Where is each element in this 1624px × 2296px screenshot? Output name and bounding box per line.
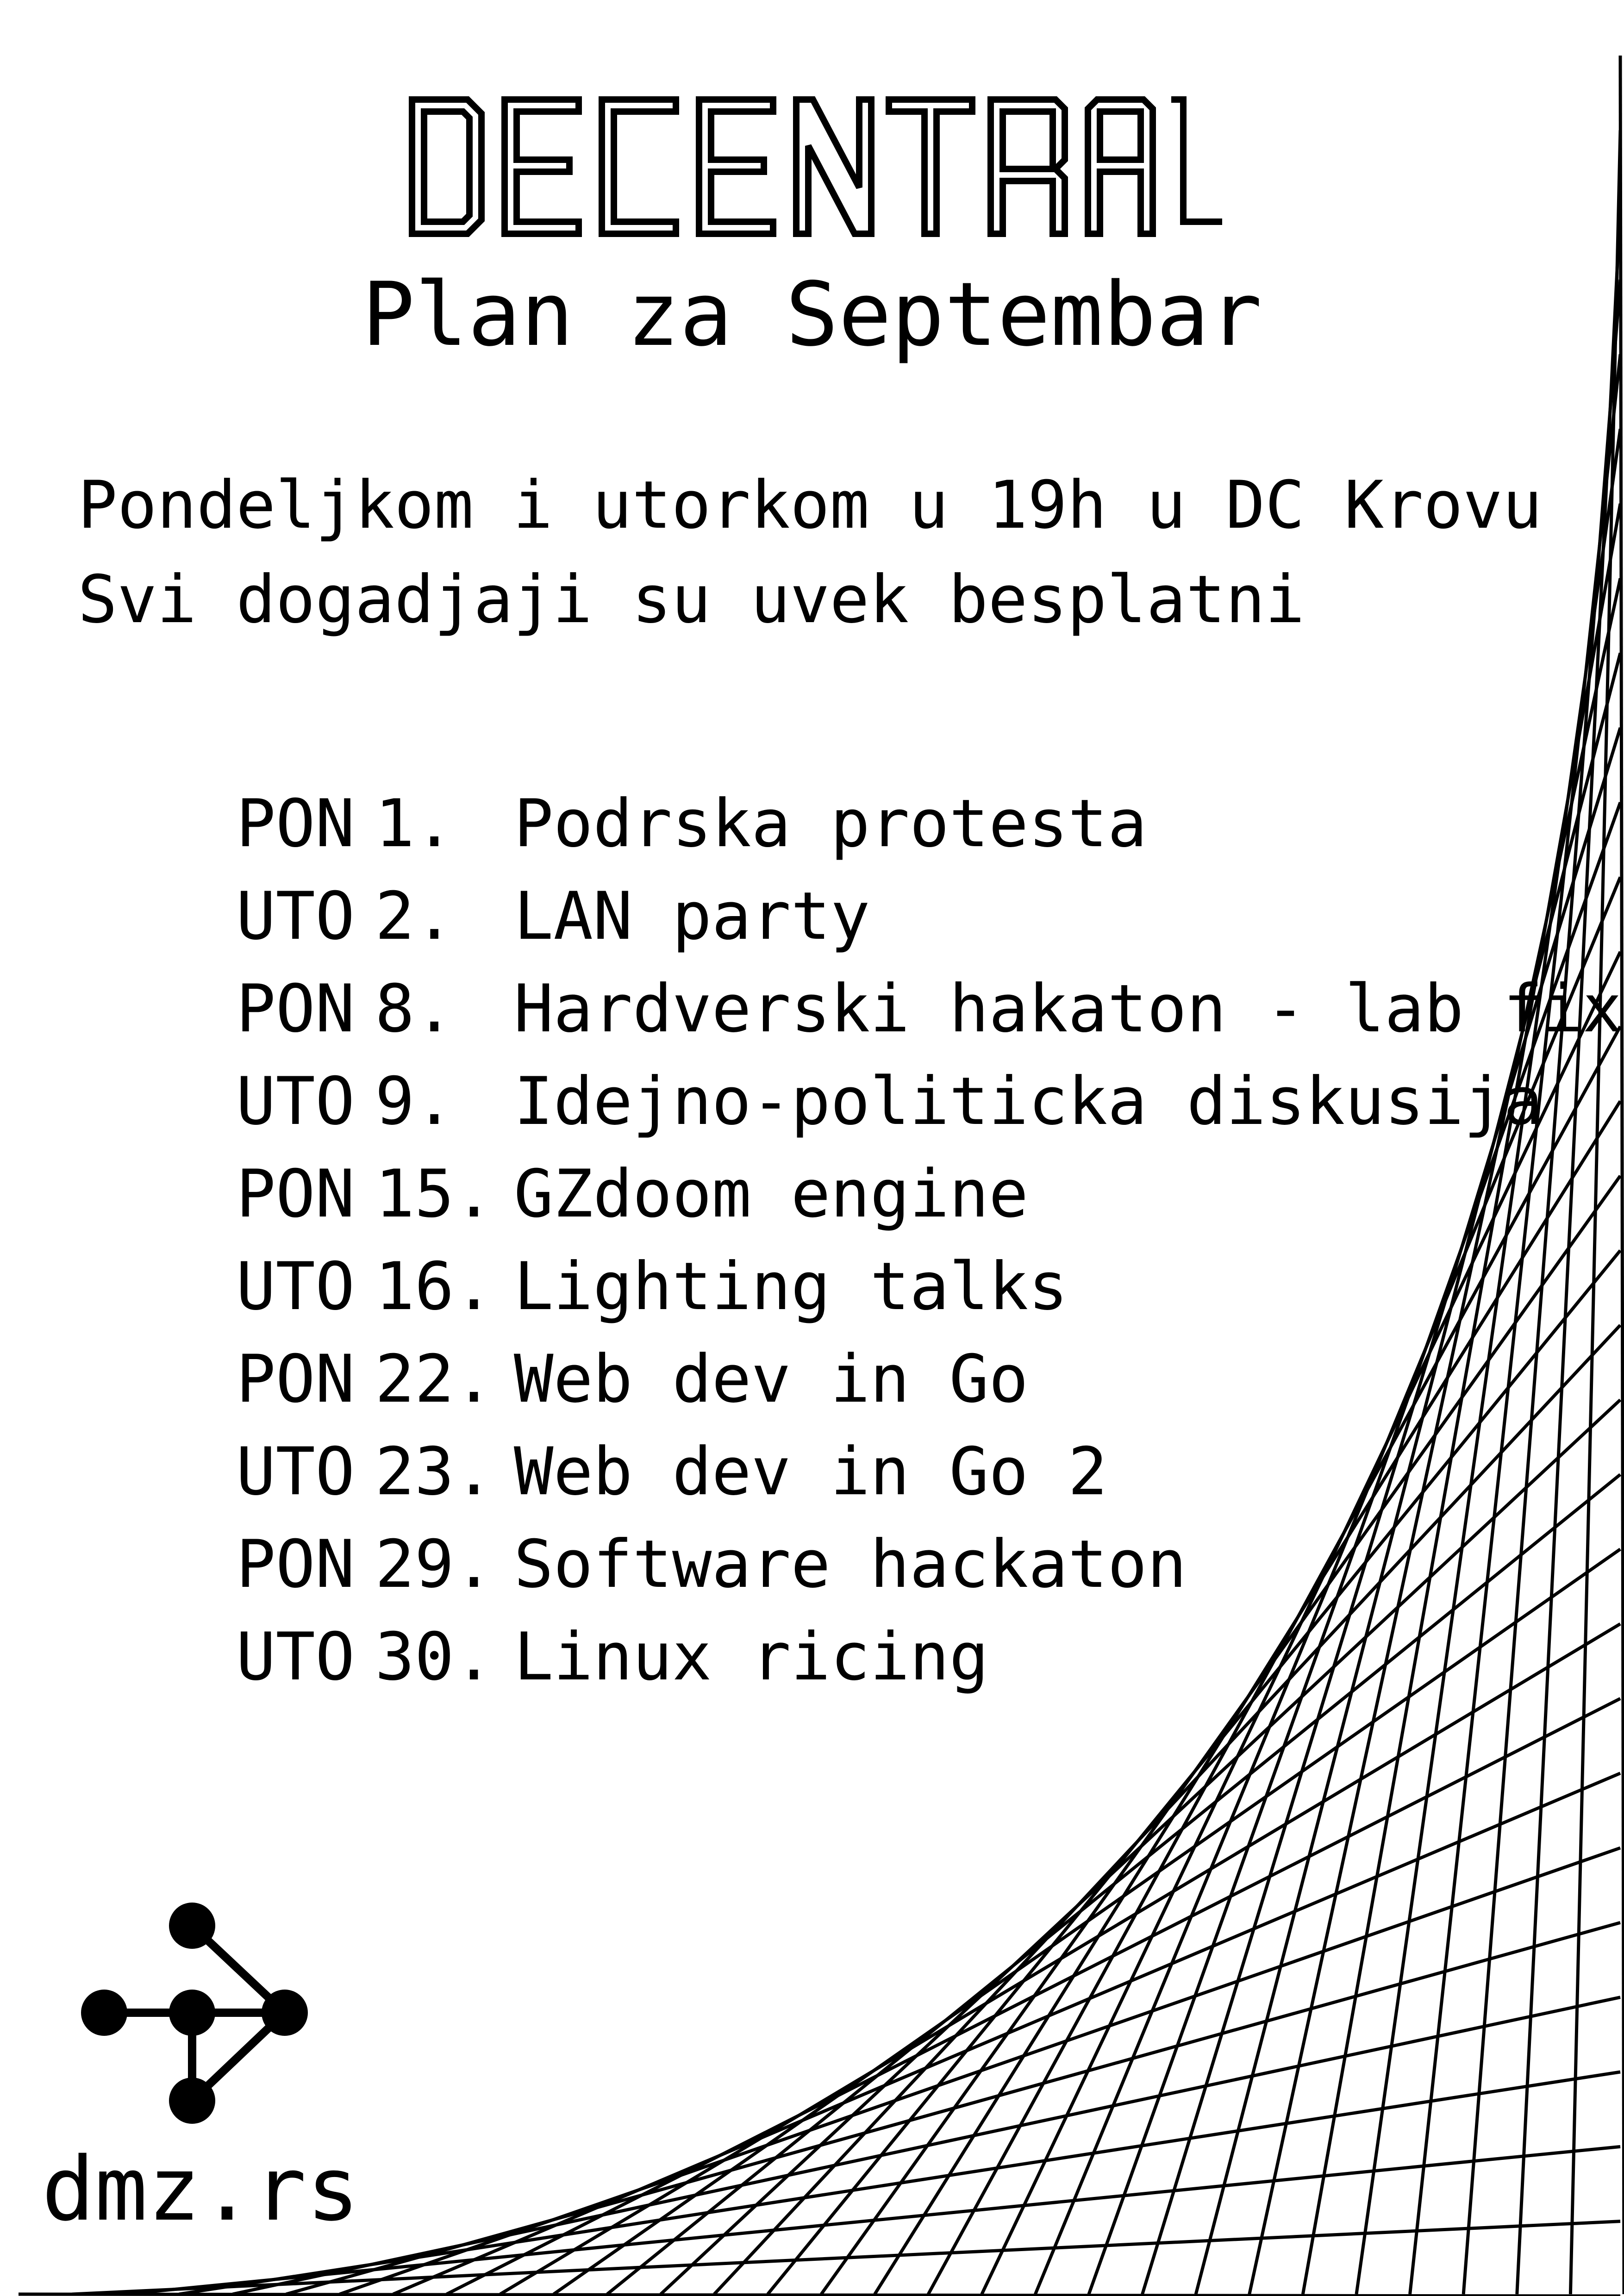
event-date: 29. xyxy=(375,1526,494,1603)
event-day: UTO xyxy=(236,1434,355,1510)
intro-free-line: Svi dogadjaji su uvek besplatni xyxy=(78,562,1305,638)
network-graph-icon xyxy=(74,1893,315,2125)
event-title: LAN party xyxy=(513,878,870,955)
event-date: 1. xyxy=(375,786,454,862)
event-date: 22. xyxy=(375,1341,494,1417)
event-day: UTO xyxy=(236,1063,355,1140)
event-date: 30. xyxy=(375,1619,494,1695)
page-subtitle: Plan za Septembar xyxy=(362,263,1262,366)
event-title: Podrska protesta xyxy=(513,786,1147,862)
site-url: dmz.rs xyxy=(42,2138,360,2240)
event-title: Web dev in Go 2 xyxy=(513,1434,1108,1510)
event-day: UTO xyxy=(236,878,355,955)
event-date: 9. xyxy=(375,1063,454,1140)
string-art-line xyxy=(500,1624,1620,2294)
event-day: PON xyxy=(236,786,355,862)
event-day: PON xyxy=(236,1526,355,1603)
string-art-line xyxy=(232,1997,1620,2294)
decentrala-logo xyxy=(407,95,1222,238)
string-art-line xyxy=(393,1773,1620,2294)
event-date: 15. xyxy=(375,1156,494,1232)
event-day: UTO xyxy=(236,1619,355,1695)
event-day: PON xyxy=(236,1156,355,1232)
event-title: Idejno-politicka diskusija xyxy=(513,1063,1543,1140)
intro-block xyxy=(78,458,1542,647)
event-title: Linux ricing xyxy=(513,1619,989,1695)
event-title: GZdoom engine xyxy=(513,1156,1029,1232)
event-day: UTO xyxy=(236,1248,355,1325)
event-date: 2. xyxy=(375,878,454,955)
event-day: PON xyxy=(236,1341,355,1417)
event-date: 23. xyxy=(375,1434,494,1510)
event-title: Software hackaton xyxy=(513,1526,1187,1603)
event-title: Hardverski hakaton - lab fix xyxy=(513,971,1622,1047)
event-day: PON xyxy=(236,971,355,1047)
event-title: Web dev in Go xyxy=(513,1341,1029,1417)
event-date: 16. xyxy=(375,1248,494,1325)
string-art-line xyxy=(179,2072,1620,2294)
intro-schedule-line: Pondeljkom i utorkom u 19h u DC Krovu xyxy=(78,467,1543,543)
string-art-line xyxy=(19,2294,1620,2296)
event-list xyxy=(78,685,1622,1695)
event-date: 8. xyxy=(375,971,454,1047)
event-title: Lighting talks xyxy=(513,1248,1068,1325)
event-row xyxy=(78,685,1622,862)
